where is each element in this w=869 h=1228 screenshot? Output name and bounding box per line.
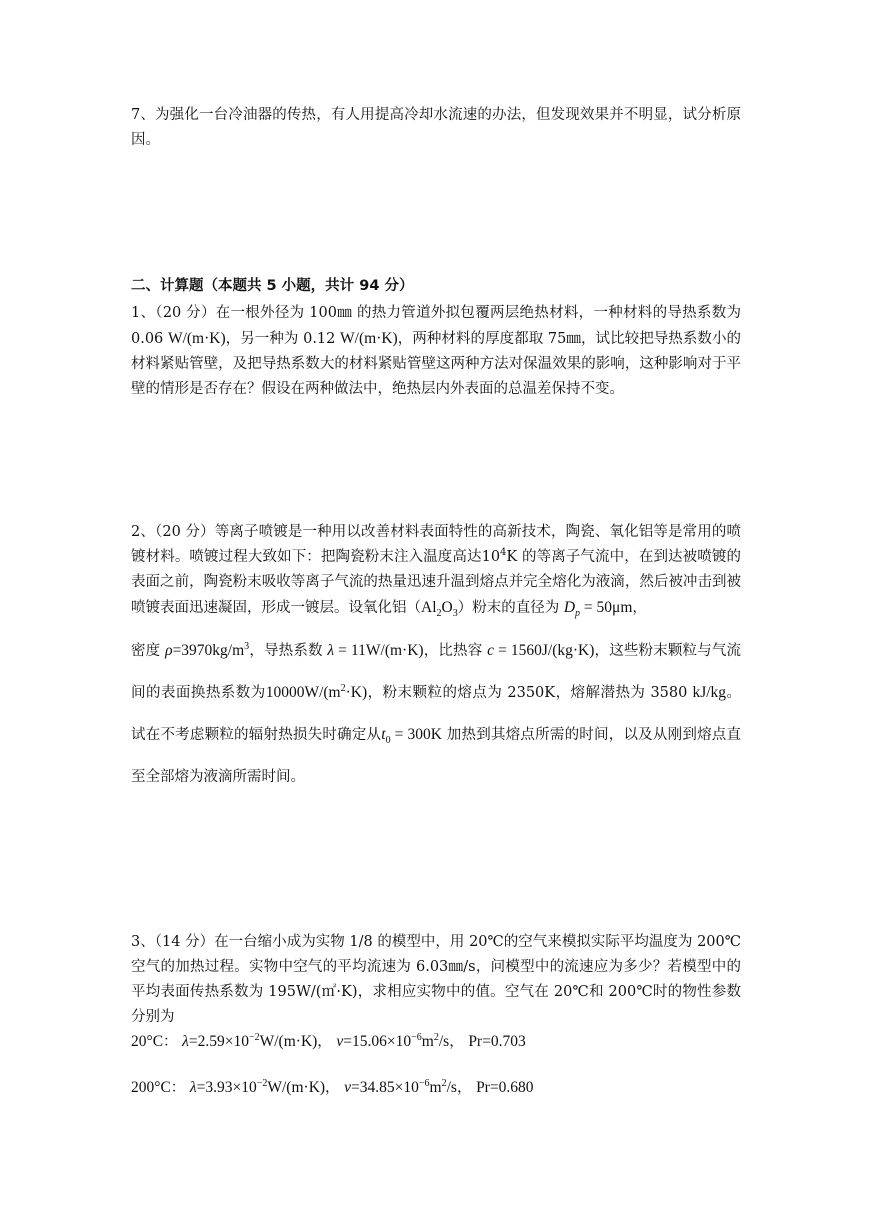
problem-1-text-b: ，另一种为 0.12 bbox=[225, 331, 341, 347]
property-conductivity: $\lambda=3.93\times 10^{-2}W/(m\cdot K)$ bbox=[189, 1077, 326, 1096]
property-prandtl: Pr=0.703 bbox=[468, 1033, 526, 1050]
question-7-text: 7、为强化一台冷油器的传热，有人用提高冷却水流速的办法，但发现效果并不明显，试分析原因。 bbox=[131, 107, 741, 148]
property-conductivity: $\lambda=2.59\times 10^{-2}W/(m\cdot K)$ bbox=[182, 1031, 318, 1050]
formula-htc: $10000W/(m^2\cdot K)$ bbox=[265, 682, 368, 701]
problem-2-text-g: ，这些粉末颗粒与气流间的表面换热系数为 bbox=[131, 643, 742, 701]
unit-latent-heat: kJ/kg bbox=[692, 684, 727, 701]
formula-conductivity: λ = 11W/(m·K) bbox=[327, 642, 424, 659]
problem-2-text-i: ，粉末颗粒的熔点为 2350K，熔解潜热为 3580 bbox=[367, 685, 693, 701]
separator: ， bbox=[449, 1034, 464, 1050]
property-viscosity: $\nu=15.06\times 10^{-6}m^2/s$ bbox=[336, 1031, 450, 1050]
separator: ， bbox=[325, 1080, 340, 1096]
separator: ， bbox=[317, 1034, 332, 1050]
property-temp-unit: °C bbox=[154, 1079, 171, 1096]
problem-3 bbox=[131, 930, 741, 1030]
problem-2-text-d: ， bbox=[632, 600, 647, 616]
property-temp: 200 bbox=[131, 1079, 155, 1096]
problem-2-text-e: ，导热系数 bbox=[249, 643, 328, 659]
separator: ， bbox=[456, 1080, 472, 1096]
formula-diameter: $D_p = 50\mu m$ bbox=[563, 599, 633, 620]
problem-2-text-f: ，比热容 bbox=[423, 643, 488, 659]
separator: ： bbox=[163, 1034, 178, 1050]
formula-al2o3: $Al_2O_3$ bbox=[421, 599, 458, 620]
problem-2-text-j: 。试在不考虑颗粒的辐射热损失时确定从 bbox=[131, 685, 741, 743]
property-line-20c bbox=[131, 1030, 741, 1054]
problem-1-text-c: ，两种材料的厚度都取 75㎜，试比较把导热系数小的材料紧贴管壁，及把导热系数大的材料紧贴管壁这两种方法对保温效果的影响，这种影响对于平壁的情形是否存在？假设在两种做法中，绝热层内外表面的总温差保持不变。 bbox=[131, 331, 741, 397]
question-7 bbox=[131, 103, 741, 153]
problem-2-text-c: ）粉末的直径为 bbox=[457, 600, 564, 616]
temperature-exponent: 4 bbox=[500, 547, 507, 559]
property-temp-unit: °C bbox=[146, 1033, 164, 1050]
problem-2-text-k: 加热到其熔点所需的时间，以及从刚到熔点直至全部熔为液滴所需时间。 bbox=[131, 727, 742, 785]
property-viscosity: $\nu=34.85\times 10^{-6}m^2/s$ bbox=[344, 1077, 457, 1096]
unit-conductivity-1: W/(m·K) bbox=[167, 330, 226, 347]
problem-3-text: 3、（14 分）在一台缩小成为实物 1/8 的模型中，用 20℃的空气来模拟实际平均温度为 200℃空气的加热过程。实物中空气的平均流速为 6.03㎜/s，问模型中的流速应为多少？若模型中的平均表面传热系数为 195W/(㎡·K)，求相应实物中的值。空气在 20℃和 200℃时的物性参数分别为 bbox=[131, 934, 741, 1025]
problem-2 bbox=[131, 520, 741, 798]
problem-1-text-a: 1、（20 分）在一根外径为 100㎜ 的热力管道外拟包覆两层绝热材料，一种材料的导热系数为 0.06 bbox=[131, 305, 741, 347]
property-prandtl: Pr=0.680 bbox=[476, 1079, 534, 1096]
density-label: 密度 bbox=[131, 643, 166, 659]
property-line-200c bbox=[131, 1076, 741, 1100]
property-temp: 20 bbox=[131, 1033, 147, 1050]
problem-2-intro bbox=[131, 520, 741, 621]
problem-2-body bbox=[131, 630, 741, 798]
formula-heat-capacity: c = 1560J/(kg·K) bbox=[487, 642, 595, 659]
formula-density: $\rho=3970kg/m^3$ bbox=[165, 640, 250, 659]
problem-2-text-a: 2、（20 分）等离子喷镀是一种用以改善材料表面特性的高新技术，陶瓷、氧化铝等是常用的喷镀材料。喷镀过程大致如下：把陶瓷粉末注入温度高达10 bbox=[131, 524, 741, 565]
problem-1 bbox=[131, 301, 741, 402]
section-heading: 二、计算题（本题共 5 小题，共计 94 分） bbox=[131, 278, 414, 294]
problem-2-text-b: K 的等离子气流中，在到达被喷镀的表面之前，陶瓷粉末吸收等离子气流的热量迅速升温到熔点并完全熔化为液滴，然后被冲击到被喷镀表面迅速凝固，形成一镀层。设氧化铝（ bbox=[131, 549, 741, 616]
separator: ： bbox=[170, 1080, 186, 1096]
formula-initial-temp: $t_0 = 300K$ bbox=[381, 726, 442, 747]
unit-conductivity-2: W/(m·K) bbox=[340, 330, 398, 347]
